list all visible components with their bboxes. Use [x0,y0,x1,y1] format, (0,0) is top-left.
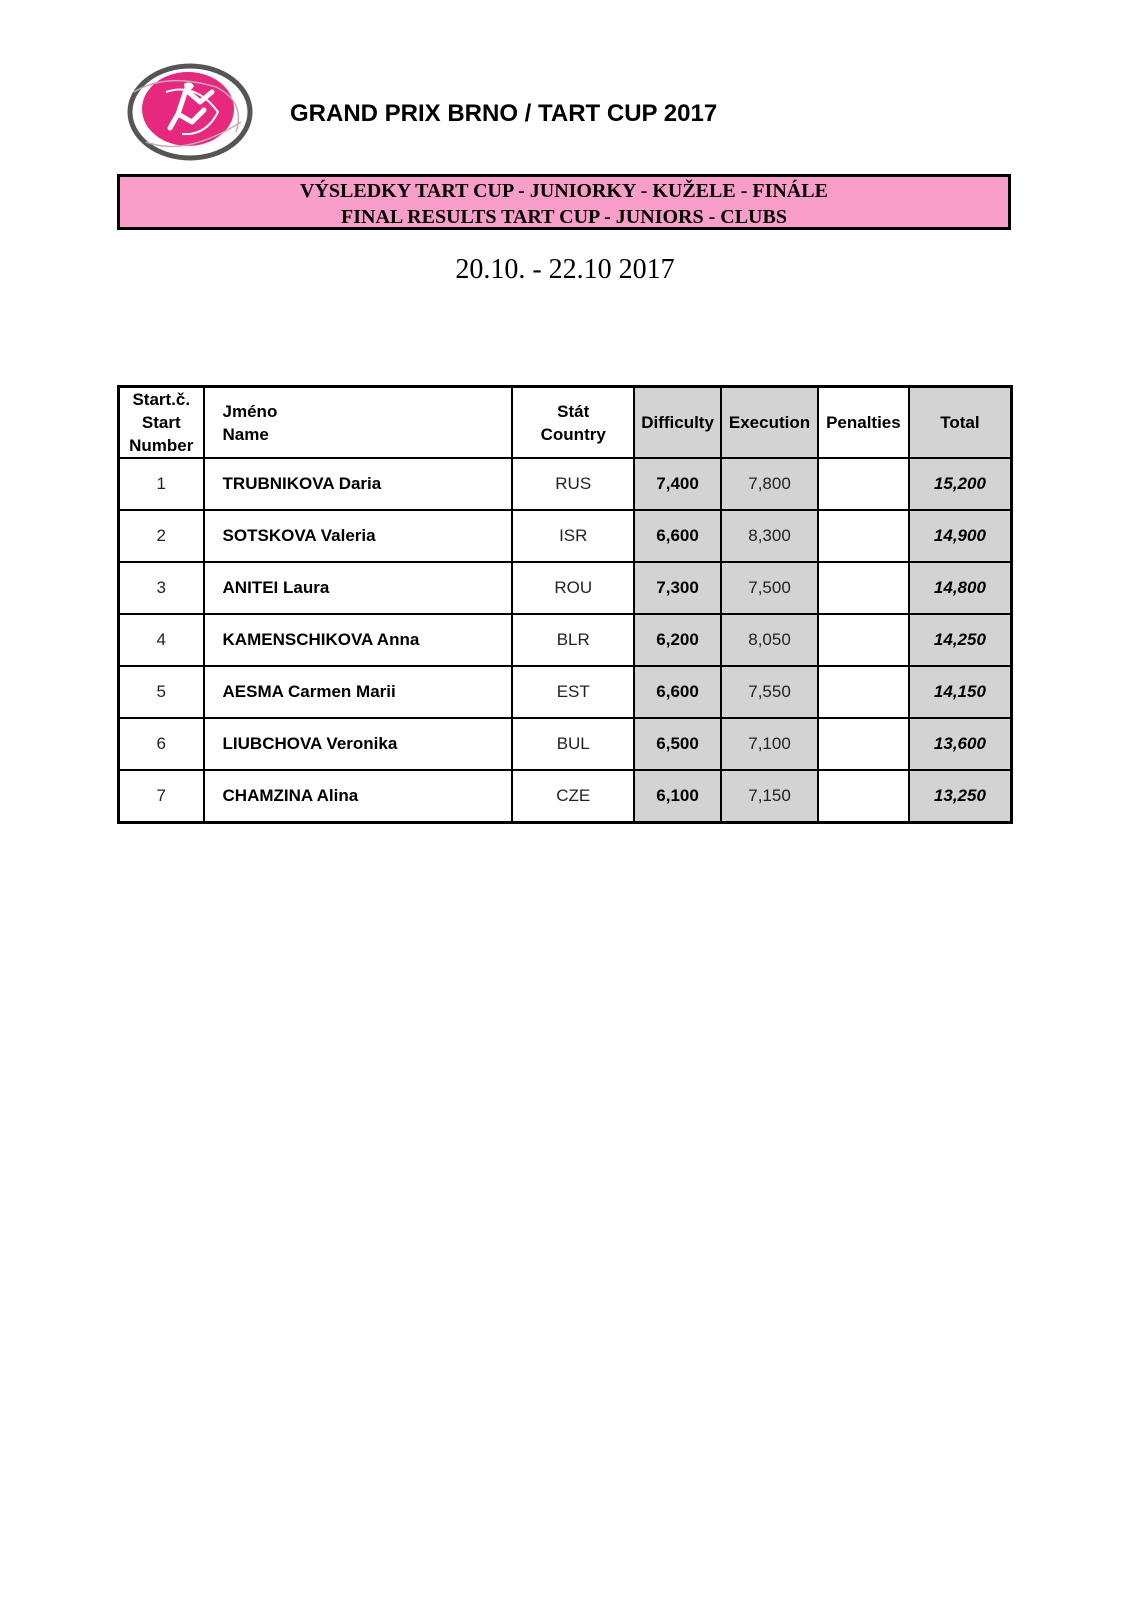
header-country-line: Country [540,424,606,444]
header-name-line: Name [222,424,269,444]
total-score-cell: 13,250 [909,770,1012,823]
athlete-name-cell: AESMA Carmen Marii [204,666,513,718]
total-score-cell: 14,900 [909,510,1012,562]
athlete-name-cell: CHAMZINA Alina [204,770,513,823]
penalties-cell [818,770,909,823]
athlete-name-cell: ANITEI Laura [204,562,513,614]
header-start-number-line: Number [129,436,194,455]
start-number-cell: 6 [119,718,204,770]
difficulty-score-cell: 6,500 [634,718,721,770]
athlete-name-cell: LIUBCHOVA Veronika [204,718,513,770]
header-name [204,387,513,459]
header-country [512,387,634,459]
total-score-cell: 14,150 [909,666,1012,718]
start-number-cell: 5 [119,666,204,718]
difficulty-score-cell: 7,400 [634,458,721,510]
header-execution: Execution [721,387,818,459]
table-row [119,458,1012,510]
total-score-cell: 14,800 [909,562,1012,614]
execution-score-cell: 7,150 [721,770,818,823]
country-cell: BUL [512,718,634,770]
total-score-cell: 13,600 [909,718,1012,770]
execution-score-cell: 8,050 [721,614,818,666]
execution-score-cell: 7,500 [721,562,818,614]
country-cell: RUS [512,458,634,510]
difficulty-score-cell: 6,200 [634,614,721,666]
athlete-name-cell: TRUBNIKOVA Daria [204,458,513,510]
athlete-name-cell: SOTSKOVA Valeria [204,510,513,562]
header-name-line: Jméno [222,401,278,421]
table-row [119,510,1012,562]
gymnast-logo-icon [126,62,256,162]
header-country-line: Stát [557,401,590,421]
tart-cup-logo [126,62,256,162]
start-number-cell: 2 [119,510,204,562]
penalties-cell [818,718,909,770]
country-cell: ROU [512,562,634,614]
country-cell: ISR [512,510,634,562]
penalties-cell [818,458,909,510]
penalties-cell [818,666,909,718]
table-row [119,770,1012,823]
total-score-cell: 14,250 [909,614,1012,666]
difficulty-score-cell: 7,300 [634,562,721,614]
total-score-cell: 15,200 [909,458,1012,510]
difficulty-score-cell: 6,600 [634,666,721,718]
header-start-number-line: Start [141,413,181,432]
table-row [119,718,1012,770]
header-start-number-line: Start.č. [132,390,191,409]
difficulty-score-cell: 6,100 [634,770,721,823]
athlete-name-cell: KAMENSCHIKOVA Anna [204,614,513,666]
header-penalties: Penalties [818,387,909,459]
start-number-cell: 7 [119,770,204,823]
country-cell: EST [512,666,634,718]
penalties-cell [818,614,909,666]
start-number-cell: 3 [119,562,204,614]
header-difficulty: Difficulty [634,387,721,459]
execution-score-cell: 7,550 [721,666,818,718]
results-table [117,385,1013,824]
execution-score-cell: 7,100 [721,718,818,770]
results-title-czech: VÝSLEDKY TART CUP - JUNIORKY - KUŽELE - FINÁLE [300,180,828,202]
table-header-row [119,387,1012,459]
start-number-cell: 4 [119,614,204,666]
event-date-range: 20.10. - 22.10 2017 [455,254,675,285]
results-title-banner [117,174,1011,230]
execution-score-cell: 8,300 [721,510,818,562]
header-start-number [119,387,204,459]
results-title-english: FINAL RESULTS TART CUP - JUNIORS - CLUBS [341,206,787,228]
country-cell: CZE [512,770,634,823]
table-row [119,666,1012,718]
country-cell: BLR [512,614,634,666]
header-total: Total [909,387,1012,459]
event-title: GRAND PRIX BRNO / TART CUP 2017 [290,100,718,127]
table-row [119,562,1012,614]
execution-score-cell: 7,800 [721,458,818,510]
table-row [119,614,1012,666]
difficulty-score-cell: 6,600 [634,510,721,562]
start-number-cell: 1 [119,458,204,510]
penalties-cell [818,562,909,614]
penalties-cell [818,510,909,562]
results-table-body [119,458,1012,823]
